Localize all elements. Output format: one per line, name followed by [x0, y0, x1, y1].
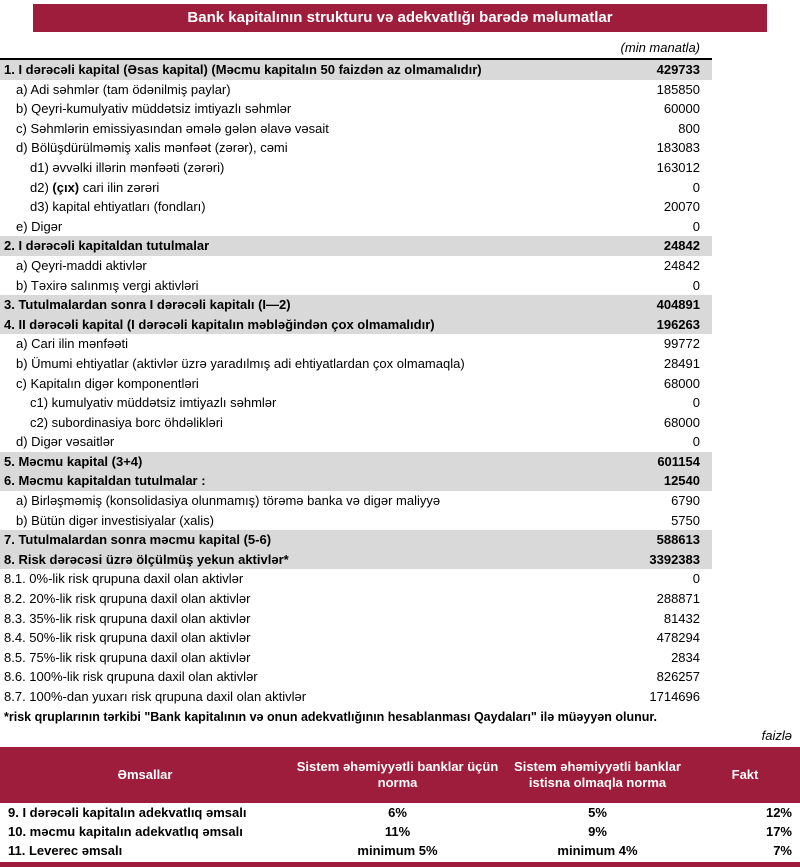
row-value: 68000 [663, 414, 700, 430]
row-label: b) Bütün digər investisiyalar (xalis) [16, 512, 214, 528]
table-row [0, 569, 712, 589]
row-norma-istisna: minimum 4% [557, 842, 638, 858]
table-row [0, 609, 712, 629]
row-norma-istisna: 5% [588, 804, 607, 820]
row-value: 60000 [663, 101, 700, 117]
row-label: 5. Məcmu kapital (3+4) [4, 453, 143, 469]
table-row [0, 550, 712, 570]
row-value: 404891 [656, 297, 700, 313]
table-row [0, 60, 712, 80]
row-value: 20070 [663, 199, 700, 215]
row-label: 8.1. 0%-lik risk qrupuna daxil olan aktivlər [4, 571, 244, 587]
row-value: 0 [692, 571, 700, 587]
row-label: 8. Risk dərəcəsi üzrə ölçülmüş yekun aktivlər* [4, 551, 289, 567]
table-row [0, 471, 712, 491]
table-row [0, 197, 712, 217]
row-label: 7. Tutulmalardan sonra məcmu kapital (5-6) [4, 532, 272, 548]
percent-note: faizlə [761, 727, 792, 743]
table-row [0, 374, 712, 394]
row-label: a) Qeyri-maddi aktivlər [16, 257, 147, 273]
table-row [0, 217, 712, 237]
table-row [0, 589, 712, 609]
row-value: 185850 [656, 81, 700, 97]
table-row [0, 628, 712, 648]
row-label: d2) (çıx) cari ilin zərəri [30, 179, 160, 195]
row-label: 10. məcmu kapitalın adekvatlıq əmsalı [8, 823, 243, 839]
row-fakt: 17% [765, 823, 792, 839]
row-label: 9. I dərəcəli kapitalın adekvatlıq əmsalı [8, 804, 247, 820]
row-value: 601154 [657, 453, 700, 469]
row-value: 183083 [656, 140, 700, 156]
row-label: d3) kapital ehtiyatları (fondları) [30, 199, 206, 215]
column-header-fakt: Fakt [731, 766, 759, 782]
row-value: 99772 [663, 336, 700, 352]
table-row [0, 276, 712, 296]
row-label: 3. Tutulmalardan sonra I dərəcəli kapitalı (I—2) [4, 297, 291, 313]
table-row [0, 80, 712, 100]
row-label: b) Təxirə salınmış vergi aktivləri [16, 277, 199, 293]
table-row [0, 841, 800, 860]
row-label: c) Kapitalın digər komponentləri [16, 375, 199, 391]
row-label: a) Adi səhmlər (tam ödənilmiş paylar) [16, 81, 231, 97]
table-row [0, 511, 712, 531]
row-label: 8.2. 20%-lik risk qrupuna daxil olan aktivlər [4, 591, 251, 607]
row-value: 429733 [656, 62, 700, 77]
table-row [0, 432, 712, 452]
table-row [0, 256, 712, 276]
row-label: b) Qeyri-kumulyativ müddətsiz imtiyazlı səhmlər [16, 101, 292, 117]
row-value: 81432 [663, 610, 700, 626]
table-row [0, 354, 712, 374]
row-label: 4. II dərəcəli kapital (I dərəcəli kapitalın məbləğindən çox olmamalıdır) [4, 316, 435, 332]
row-value: 0 [692, 395, 700, 411]
table-row [0, 158, 712, 178]
table-row [0, 491, 712, 511]
table-row [0, 236, 712, 256]
row-value: 0 [692, 179, 700, 195]
row-value: 588613 [656, 532, 700, 548]
table-row [0, 178, 712, 198]
ratio-table-header [0, 747, 800, 803]
table-row [0, 648, 712, 668]
table-row [0, 295, 712, 315]
row-value: 800 [678, 120, 700, 136]
table-row [0, 315, 712, 335]
row-fakt: 7% [773, 842, 792, 858]
table-row [0, 667, 712, 687]
row-value: 24842 [663, 238, 700, 254]
row-label: e) Digər [16, 218, 63, 234]
row-label: 1. I dərəcəli kapital (Əsas kapital) (Məcmu kapitalın 50 faizdən az olmamalıdır) [4, 62, 482, 77]
table-row [0, 413, 712, 433]
page-title: Bank kapitalının strukturu və adekvatlığı barədə məlumatlar [33, 4, 767, 32]
row-label: 2. I dərəcəli kapitaldan tutulmalar [4, 238, 210, 254]
row-label: 11. Leverec əmsalı [8, 842, 123, 858]
row-value: 5750 [671, 512, 700, 528]
row-norma-sistem: 11% [384, 823, 411, 839]
row-value: 6790 [671, 493, 700, 509]
row-label: d) Bölüşdürülməmiş xalis mənfəət (zərər), cəmi [16, 140, 288, 156]
column-header-norma-sistem: Sistem əhəmiyyətli banklar üçün norma [296, 758, 499, 790]
row-value: 288871 [656, 591, 700, 607]
row-label: c1) kumulyativ müddətsiz imtiyazlı səhmlər [30, 395, 277, 411]
unit-note: (min manatla) [620, 40, 700, 55]
row-value: 1714696 [649, 689, 700, 704]
row-label: 8.6. 100%-lik risk qrupuna daxil olan aktivlər [4, 669, 258, 685]
row-value: 0 [692, 434, 700, 450]
row-label: c) Səhmlərin emissiyasından əmələ gələn əlavə vəsait [16, 120, 329, 136]
table-row [0, 452, 712, 472]
row-label: 8.7. 100%-dan yuxarı risk qrupuna daxil olan aktivlər [4, 689, 307, 704]
row-label: 8.4. 50%-lik risk qrupuna daxil olan aktivlər [4, 630, 251, 646]
ratio-table-rows [0, 803, 800, 860]
row-label: d1) əvvəlki illərin mənfəəti (zərəri) [30, 159, 225, 175]
table-row [0, 687, 712, 707]
row-label: 8.5. 75%-lik risk qrupuna daxil olan aktivlər [4, 649, 251, 665]
table-row [0, 822, 800, 841]
row-label: d) Digər vəsaitlər [16, 434, 115, 450]
row-label: 6. Məcmu kapitaldan tutulmalar : [4, 473, 206, 489]
row-value: 12540 [663, 473, 700, 489]
row-value: 478294 [656, 630, 700, 646]
table-row [0, 119, 712, 139]
column-header-emsallar: Əmsallar [117, 766, 173, 782]
row-value: 826257 [656, 669, 700, 685]
table-row [0, 138, 712, 158]
row-label: a) Birləşməmiş (konsolidasiya olunmamış) törəmə banka və digər maliyyə [16, 493, 441, 509]
bottom-accent-bar [0, 862, 800, 867]
row-value: 24842 [663, 257, 700, 273]
table-row [0, 334, 712, 354]
row-value: 68000 [663, 375, 700, 391]
adequacy-ratio-table [0, 747, 800, 860]
row-norma-sistem: 6% [388, 804, 407, 820]
table-row [0, 803, 800, 822]
row-norma-sistem: minimum 5% [357, 842, 438, 858]
capital-table-rows [0, 60, 712, 707]
table-row [0, 99, 712, 119]
row-value: 196263 [656, 316, 700, 332]
row-value: 3392383 [649, 551, 700, 567]
table-row [0, 530, 712, 550]
risk-groups-footnote: *risk qruplarının tərkibi "Bank kapitalının və onun adekvatlığının hesablanması Qaydaları" ilə müəyyən olunur. [4, 709, 658, 724]
row-value: 0 [692, 277, 700, 293]
row-value: 28491 [663, 355, 700, 371]
row-label: c2) subordinasiya borc öhdəlikləri [30, 414, 223, 430]
row-norma-istisna: 9% [588, 823, 607, 839]
table-row [0, 393, 712, 413]
row-value: 2834 [671, 649, 700, 665]
row-label: 8.3. 35%-lik risk qrupuna daxil olan aktivlər [4, 610, 251, 626]
row-label: b) Ümumi ehtiyatlar (aktivlər üzrə yaradılmış adi ehtiyatlardan çox olmamaqla) [16, 355, 465, 371]
row-fakt: 12% [765, 804, 792, 820]
row-label: a) Cari ilin mənfəəti [16, 336, 128, 352]
column-header-norma-istisna: Sistem əhəmiyyətli banklar istisna olmaqla norma [514, 758, 681, 790]
row-value: 163012 [656, 159, 700, 175]
row-value: 0 [692, 218, 700, 234]
capital-structure-table [0, 58, 712, 707]
